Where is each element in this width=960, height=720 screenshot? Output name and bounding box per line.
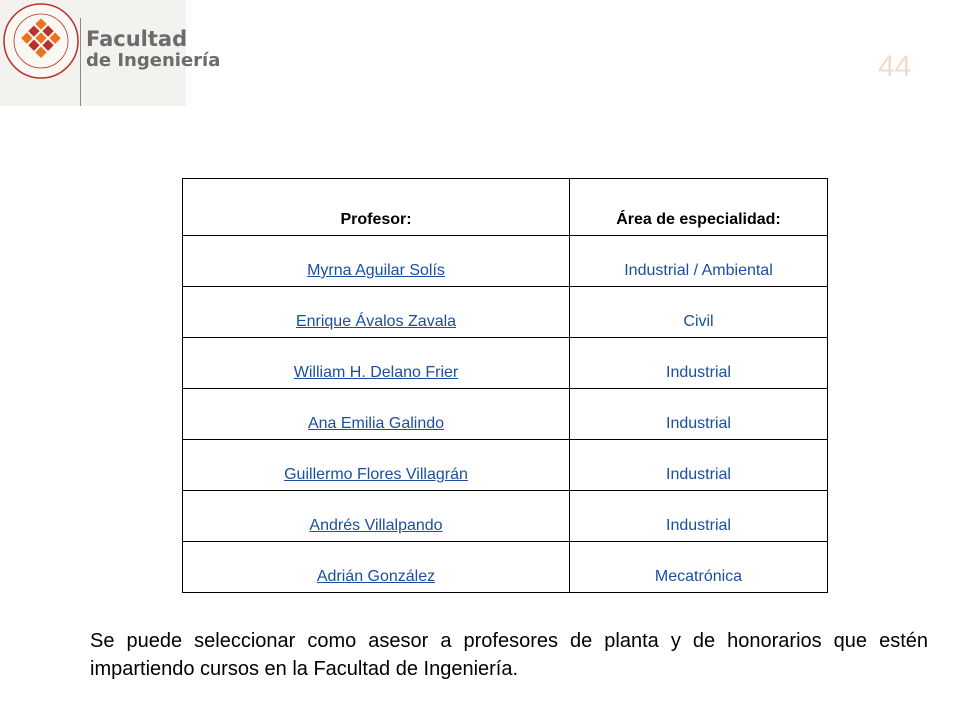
professor-cell <box>183 287 570 338</box>
university-seal-icon <box>2 2 80 80</box>
professor-cell <box>183 338 570 389</box>
specialty-cell: Civil <box>570 287 828 338</box>
page-number: 44 <box>878 50 912 83</box>
specialty-cell: Industrial / Ambiental <box>570 236 828 287</box>
professor-cell <box>183 389 570 440</box>
header-professor: Profesor: <box>183 179 570 236</box>
specialty-cell: Industrial <box>570 338 828 389</box>
table-header-row <box>183 179 828 236</box>
logo-divider <box>80 18 81 106</box>
professor-link[interactable]: Enrique Ávalos Zavala <box>295 313 457 330</box>
specialty-cell: Industrial <box>570 491 828 542</box>
table-row <box>183 236 828 287</box>
advisor-note: Se puede seleccionar como asesor a profesores de planta y de honorarios que estén impartiendo cursos en la Facultad de Ingeniería. <box>90 630 928 680</box>
table-row <box>183 389 828 440</box>
table-row <box>183 440 828 491</box>
professor-link[interactable]: Ana Emilia Galindo <box>307 415 445 432</box>
specialty-cell: Industrial <box>570 440 828 491</box>
professor-link[interactable]: William H. Delano Frier <box>293 364 459 381</box>
table-row <box>183 287 828 338</box>
professor-cell <box>183 236 570 287</box>
specialty-cell: Industrial <box>570 389 828 440</box>
faculty-logo <box>0 0 221 106</box>
specialty-cell: Mecatrónica <box>570 542 828 593</box>
professor-link[interactable]: Andrés Villalpando <box>309 517 443 534</box>
table-row <box>183 491 828 542</box>
header-specialty: Área de especialidad: <box>570 179 828 236</box>
professor-cell <box>183 491 570 542</box>
faculty-name <box>86 28 220 72</box>
professor-cell <box>183 440 570 491</box>
professor-link[interactable]: Guillermo Flores Villagrán <box>284 466 468 483</box>
advisors-table <box>182 178 828 593</box>
professor-link[interactable]: Myrna Aguilar Solís <box>307 262 445 279</box>
faculty-name-line1: Facultad <box>86 27 188 51</box>
table-row <box>183 542 828 593</box>
table-row <box>183 338 828 389</box>
professor-link[interactable]: Adrián González <box>316 568 436 585</box>
professor-cell <box>183 542 570 593</box>
faculty-name-line2: de Ingeniería <box>86 50 221 71</box>
